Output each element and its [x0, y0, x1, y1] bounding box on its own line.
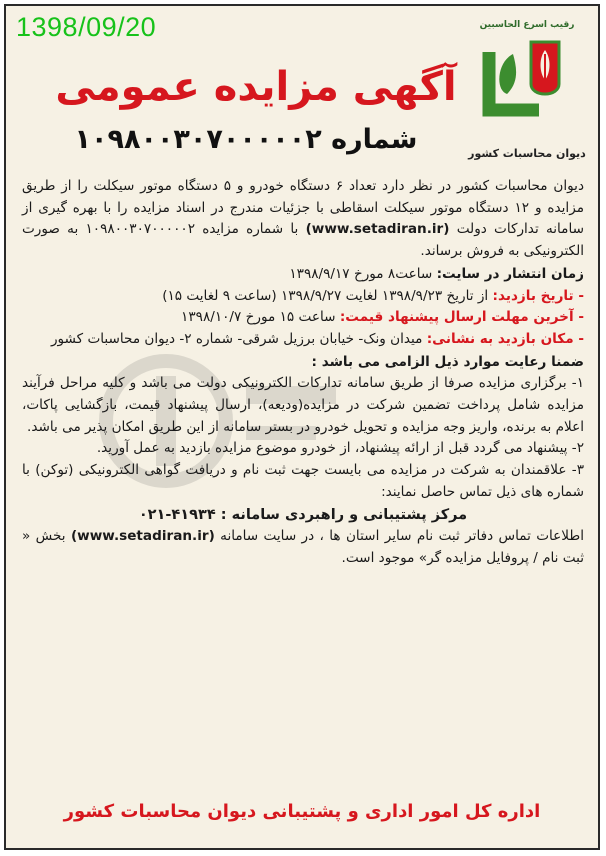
contact-paragraph: [22, 526, 584, 569]
publish-label: زمان انتشار در سایت:: [436, 265, 584, 282]
visit-date-label: - تاریخ بازدید:: [492, 287, 584, 304]
notice-body: [22, 176, 584, 570]
publish-value: ساعت۸ مورخ ۱۳۹۸/۹/۱۷: [289, 265, 433, 282]
intro-text: دیوان محاسبات کشور در نظر دارد تعداد ۶ دستگاه خودرو و ۵ دستگاه موتور سیکلت را از طریق مزایده و ۱۲ دستگاه موتور سیکلت اسقاطی با جزئیات مندرج در اسناد مزایده را با بهره گیری از سامانه تدارکات دولت: [22, 178, 585, 238]
deadline-label: - آخرین مهلت ارسال پیشنهاد قیمت:: [339, 309, 584, 326]
logo-motto: رقیب اسرع الحاسبین: [479, 20, 575, 30]
contact-text: اطلاعات تماس دفاتر ثبت نام سایر استان ها ، در سایت سامانه: [220, 528, 584, 545]
visit-place-value: میدان ونک- خیابان برزیل شرقی- شماره ۲- دیوان محاسبات کشور: [50, 330, 423, 347]
rule-item: ۲- پیشنهاد می گردد قبل از ارائه پیشنهاد، از خودرو موضوع مزایده بازدید به عمل آورید.: [96, 440, 584, 457]
visit-place-label: - مکان بازدید به نشانی:: [426, 330, 584, 347]
contact-end-text: بخش « ثبت نام / پروفایل مزایده گر» موجود است.: [22, 528, 584, 566]
footer-department: اداره کل امور اداری و پشتیبانی دیوان محاسبات کشور: [63, 801, 541, 822]
rules-heading: ضمنا رعایت موارد ذیل الزامی می باشد :: [311, 353, 584, 370]
intro-end-text: با شماره مزایده ۱۰۹۸۰۰۳۰۷۰۰۰۰۰۲ به صورت الکترونیکی به فروش برساند.: [22, 221, 584, 260]
notice-frame: [4, 4, 600, 850]
visit-date-line: [22, 286, 584, 308]
contact-website-link[interactable]: (www.setadiran.ir): [70, 528, 215, 545]
intro-paragraph: [22, 176, 584, 263]
deadline-value: ساعت ۱۵ مورخ ۱۳۹۸/۱۰/۷: [181, 309, 336, 326]
visit-date-value: از تاریخ ۱۳۹۸/۹/۲۳ لغایت ۱۳۹۸/۹/۲۷ (ساعت ۹ لغایت ۱۵): [162, 287, 489, 304]
deadline-line: [22, 307, 584, 329]
emblem-icon: [477, 32, 577, 132]
visit-place-line: [22, 329, 584, 351]
rule-item: ۳- علاقمندان به شرکت در مزایده می بایست جهت ثبت نام و دریافت گواهی الکترونیکی (توکن) با شماره های ذیل تماس حاصل نمایند:: [22, 462, 584, 500]
notice-title: آگهی مزایده عمومی: [55, 64, 457, 110]
support-center: مرکز پشتیبانی و راهبردی سامانه : ۴۱۹۳۴-۰۲۱: [138, 506, 468, 523]
auction-number: شماره ۱۰۹۸۰۰۳۰۷۰۰۰۰۰۲: [74, 124, 418, 155]
publish-line: [22, 264, 584, 286]
rule-item: ۱- برگزاری مزایده صرفا از طریق سامانه تدارکات الکترونیکی دولت می باشد و کلیه مراحل فرآیند مزایده شامل پرداخت تضمین شرکت در مزایده(ودیعه)، ارسال پیشنهاد قیمت، بازگشایی پاکات، اعلام به برنده، واریز وجه مزایده و تحویل خودرو در بستر سامانه از این طریق امکان پذیر می باشد.: [22, 375, 584, 435]
court-logo: [468, 20, 586, 160]
intro-website-link[interactable]: (www.setadiran.ir): [305, 221, 450, 238]
date-stamp: 1398/09/20: [16, 12, 157, 42]
logo-caption: دیوان محاسبات کشور: [468, 147, 586, 160]
